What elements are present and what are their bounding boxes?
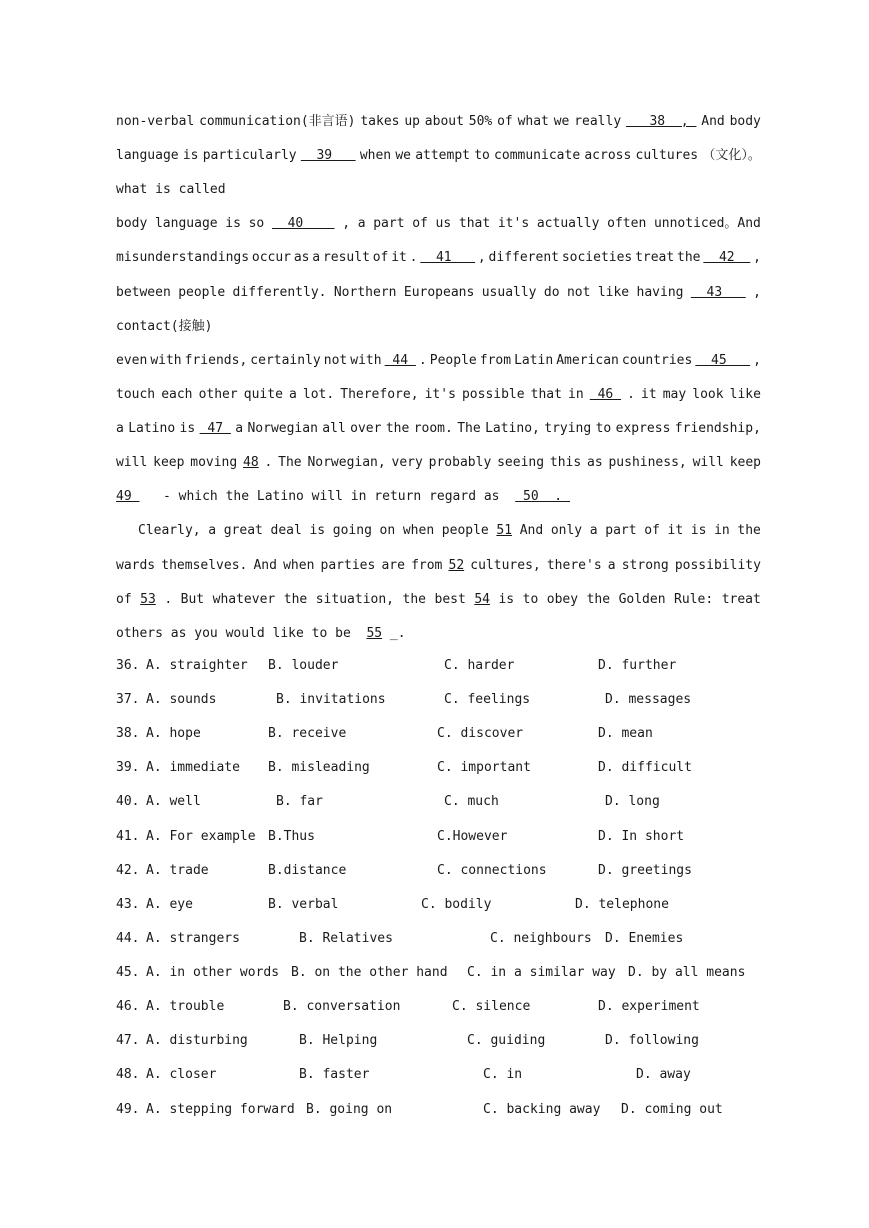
word: the xyxy=(586,592,611,607)
blank-51: 51 xyxy=(496,523,513,538)
word: quite xyxy=(243,387,283,402)
word: is xyxy=(690,523,707,538)
question-number: 49. xyxy=(116,1102,140,1117)
word: in xyxy=(568,387,584,402)
option-c: C. neighbours xyxy=(490,931,592,946)
word: Golden xyxy=(618,592,666,607)
word: like xyxy=(729,387,761,402)
word: treat xyxy=(635,250,675,265)
word: countries xyxy=(621,353,693,368)
word: is xyxy=(225,216,241,231)
option-a: A. For example xyxy=(146,829,256,844)
passage-line xyxy=(116,385,761,405)
word: pushiness, xyxy=(608,455,687,470)
word: part xyxy=(605,523,637,538)
word: Norwegian, xyxy=(307,455,386,470)
word: lot. xyxy=(302,387,335,402)
option-a: A. eye xyxy=(146,897,193,912)
word: , xyxy=(753,353,761,368)
passage-line xyxy=(116,248,761,268)
word: American xyxy=(556,353,619,368)
option-b: B. Relatives xyxy=(299,931,393,946)
word: a xyxy=(235,421,244,436)
word: And xyxy=(701,114,725,129)
passage-line xyxy=(116,351,761,371)
word: societies xyxy=(561,250,633,265)
word: Europeans xyxy=(403,285,475,300)
word: friendship, xyxy=(674,421,761,436)
option-b: B. invitations xyxy=(276,692,386,707)
option-b: B.Thus xyxy=(268,829,315,844)
word: when xyxy=(402,523,435,538)
word: the xyxy=(677,250,701,265)
word: And xyxy=(253,558,277,573)
option-b: B. conversation xyxy=(283,999,401,1014)
word: Rule: xyxy=(674,592,714,607)
word: each xyxy=(161,387,193,402)
word: misunderstandings xyxy=(116,250,250,265)
word: strong xyxy=(621,558,669,573)
question-number: 38. xyxy=(116,726,140,741)
sentence-fragment: - which the Latino will in return regard as xyxy=(139,489,516,504)
passage-line xyxy=(116,487,761,507)
word: of xyxy=(644,523,660,538)
word: usually xyxy=(481,285,537,300)
word: as xyxy=(587,455,603,470)
option-d: D. messages xyxy=(605,692,692,707)
word: when xyxy=(283,558,315,573)
word: as xyxy=(293,250,310,265)
word: there's xyxy=(546,558,602,573)
word: are xyxy=(381,558,405,573)
word: And xyxy=(519,523,544,538)
word: touch xyxy=(116,387,156,402)
word: it's xyxy=(497,216,530,231)
word: obey xyxy=(546,592,579,607)
word: often xyxy=(607,216,647,231)
word: （文化）。 xyxy=(702,148,761,163)
word: Clearly, xyxy=(138,523,201,538)
word: may xyxy=(662,387,687,402)
word: to xyxy=(474,148,490,163)
question-number: 47. xyxy=(116,1033,140,1048)
word: about xyxy=(424,114,464,129)
option-c: C. much xyxy=(444,794,499,809)
option-b: B. on the other hand xyxy=(291,965,448,980)
question-number: 39. xyxy=(116,760,140,775)
word: . xyxy=(264,455,273,470)
word: language xyxy=(116,148,179,163)
word: on xyxy=(379,523,396,538)
option-d: D. further xyxy=(598,658,677,673)
word: Latin xyxy=(514,353,554,368)
word: , xyxy=(753,285,761,300)
option-a: A. trouble xyxy=(146,999,225,1014)
option-a: A. closer xyxy=(146,1067,217,1082)
word: of xyxy=(372,250,389,265)
option-d: D. greetings xyxy=(598,863,692,878)
option-d: D. coming out xyxy=(621,1102,723,1117)
option-d: D. telephone xyxy=(575,897,669,912)
option-c: C. harder xyxy=(444,658,515,673)
word: is xyxy=(182,148,199,163)
word: even xyxy=(116,353,148,368)
word: the xyxy=(402,592,426,607)
option-a: A. immediate xyxy=(146,760,240,775)
option-b: B. louder xyxy=(268,658,339,673)
word: Norwegian xyxy=(247,421,318,436)
word: people xyxy=(178,285,226,300)
word: all xyxy=(322,421,346,436)
word: 50% xyxy=(468,114,493,129)
option-d: D. mean xyxy=(598,726,653,741)
word: moving xyxy=(190,455,238,470)
word: Latino, xyxy=(485,421,540,436)
word: cultures xyxy=(635,148,699,163)
word: different xyxy=(488,250,559,265)
option-d: D. In short xyxy=(598,829,685,844)
word: very xyxy=(391,455,423,470)
word: it xyxy=(391,250,407,265)
word: to xyxy=(595,421,612,436)
word: look xyxy=(692,387,724,402)
blank-49: 49 xyxy=(116,489,140,504)
sentence-fragment: _. xyxy=(382,626,406,641)
word: really xyxy=(574,114,622,129)
word: actually xyxy=(536,216,600,231)
blank-44: 44 xyxy=(384,353,416,368)
blank-39: 39 xyxy=(300,148,356,163)
word: is xyxy=(498,592,515,607)
word: particularly xyxy=(202,148,297,163)
word: the xyxy=(385,421,410,436)
word: unnoticed。And xyxy=(653,216,761,231)
word: keep xyxy=(153,455,185,470)
word: room. xyxy=(413,421,453,436)
word: Therefore, xyxy=(340,387,419,402)
option-b: B.distance xyxy=(268,863,347,878)
word: attempt xyxy=(415,148,470,163)
option-b: B. far xyxy=(276,794,323,809)
word: from xyxy=(411,558,443,573)
option-c: C. connections xyxy=(437,863,547,878)
sentence-fragment: others as you would like to be xyxy=(116,626,367,641)
word: us xyxy=(435,216,452,231)
word: do xyxy=(543,285,560,300)
option-d: D. following xyxy=(605,1033,699,1048)
word: possibility xyxy=(674,558,761,573)
word: people xyxy=(441,523,489,538)
question-number: 44. xyxy=(116,931,140,946)
passage-line: contact(接触) xyxy=(116,319,213,334)
option-d: D. by all means xyxy=(628,965,746,980)
blank-42: 42 xyxy=(703,250,751,265)
word: the xyxy=(737,523,761,538)
option-b: B. receive xyxy=(268,726,347,741)
word: wards xyxy=(116,558,156,573)
word: a xyxy=(312,250,321,265)
word: this xyxy=(549,455,582,470)
question-number: 48. xyxy=(116,1067,140,1082)
option-d: D. experiment xyxy=(598,999,700,1014)
question-number: 41. xyxy=(116,829,140,844)
word: possible xyxy=(461,387,525,402)
word: a xyxy=(357,216,366,231)
word: great xyxy=(223,523,263,538)
option-c: C. guiding xyxy=(467,1033,546,1048)
word: will xyxy=(116,455,148,470)
word: Northern xyxy=(333,285,397,300)
word: having xyxy=(636,285,684,300)
word: takes xyxy=(360,114,400,129)
word: so xyxy=(248,216,265,231)
word: will xyxy=(692,455,724,470)
word: not xyxy=(566,285,591,300)
word: between xyxy=(116,285,171,300)
word: with xyxy=(350,353,382,368)
blank-45: 45 xyxy=(695,353,751,368)
passage-line xyxy=(116,112,761,132)
option-d: D. Enemies xyxy=(605,931,684,946)
passage-line xyxy=(116,590,761,610)
word: to xyxy=(522,592,539,607)
word: body xyxy=(116,216,148,231)
option-b: B. misleading xyxy=(268,760,370,775)
word: we xyxy=(395,148,411,163)
blank-53: 53 xyxy=(140,592,156,607)
option-c: C. discover xyxy=(437,726,524,741)
word: . xyxy=(409,250,418,265)
blank-50: 50 . xyxy=(515,489,570,504)
word: parties xyxy=(320,558,376,573)
option-a: A. sounds xyxy=(146,692,217,707)
word: occur xyxy=(251,250,292,265)
word: result xyxy=(322,250,370,265)
question-number: 45. xyxy=(116,965,140,980)
word: Latino xyxy=(128,421,176,436)
word: trying xyxy=(544,421,592,436)
passage-line xyxy=(116,214,761,234)
word: from xyxy=(479,353,512,368)
word: express xyxy=(615,421,671,436)
word: like xyxy=(597,285,630,300)
option-a: A. well xyxy=(146,794,201,809)
word: going xyxy=(332,523,372,538)
word: keep xyxy=(729,455,761,470)
passage-line xyxy=(116,624,761,644)
word: . xyxy=(418,353,427,368)
blank-54: 54 xyxy=(474,592,490,607)
option-c: C.However xyxy=(437,829,508,844)
word: themselves. xyxy=(161,558,248,573)
word: The xyxy=(278,455,302,470)
word: differently. xyxy=(232,285,327,300)
passage-line xyxy=(116,453,761,473)
option-c: C. backing away xyxy=(483,1102,601,1117)
word: of xyxy=(497,114,513,129)
word: whatever xyxy=(212,592,276,607)
passage-line: what is called xyxy=(116,182,226,197)
word: is xyxy=(179,421,196,436)
option-c: C. in a similar way xyxy=(467,965,616,980)
word: situation, xyxy=(315,592,395,607)
blank-48: 48 xyxy=(243,455,259,470)
option-b: B. verbal xyxy=(268,897,339,912)
option-c: C. important xyxy=(437,760,531,775)
word: up xyxy=(404,114,420,129)
word: of xyxy=(116,592,132,607)
word: a xyxy=(288,387,297,402)
blank-46: 46 xyxy=(589,387,622,402)
word: non-verbal xyxy=(116,114,195,129)
word: it xyxy=(667,523,684,538)
word: part xyxy=(373,216,405,231)
question-number: 46. xyxy=(116,999,140,1014)
question-number: 43. xyxy=(116,897,140,912)
option-b: B. going on xyxy=(306,1102,393,1117)
blank-40: 40 xyxy=(271,216,335,231)
passage-line xyxy=(116,419,761,439)
passage-line xyxy=(116,283,761,303)
word: a xyxy=(607,558,616,573)
word: , xyxy=(753,250,761,265)
word: over xyxy=(350,421,382,436)
option-a: A. trade xyxy=(146,863,209,878)
question-number: 40. xyxy=(116,794,140,809)
word: certainly xyxy=(250,353,321,368)
option-c: C. silence xyxy=(452,999,531,1014)
option-b: B. Helping xyxy=(299,1033,378,1048)
word: People xyxy=(429,353,477,368)
option-b: B. faster xyxy=(299,1067,370,1082)
blank-55: 55 xyxy=(366,626,383,641)
word: , xyxy=(342,216,351,231)
word: in xyxy=(714,523,730,538)
option-d: D. long xyxy=(605,794,660,809)
word: body xyxy=(729,114,761,129)
word: when xyxy=(359,148,392,163)
word: other xyxy=(198,387,238,402)
word: only xyxy=(550,523,583,538)
word: not xyxy=(323,353,348,368)
word: a xyxy=(116,421,124,436)
passage-line xyxy=(116,146,761,166)
word: The xyxy=(457,421,481,436)
word: deal xyxy=(270,523,302,538)
word: friends, xyxy=(184,353,248,368)
word: language xyxy=(154,216,218,231)
word: it xyxy=(641,387,657,402)
question-number: 36. xyxy=(116,658,140,673)
option-c: C. feelings xyxy=(444,692,531,707)
word: communication(非言语) xyxy=(199,114,356,129)
blank-38: 38 , xyxy=(625,114,697,129)
word: that xyxy=(530,387,562,402)
option-a: A. in other words xyxy=(146,965,280,980)
option-c: C. in xyxy=(483,1067,523,1082)
option-d: D. away xyxy=(636,1067,691,1082)
blank-43: 43 xyxy=(690,285,746,300)
option-a: A. hope xyxy=(146,726,201,741)
word: it's xyxy=(424,387,456,402)
word: a xyxy=(208,523,217,538)
word: best xyxy=(434,592,466,607)
word: But xyxy=(180,592,205,607)
word: of xyxy=(412,216,428,231)
passage-line xyxy=(116,556,761,576)
word: what xyxy=(517,114,549,129)
word: that xyxy=(458,216,491,231)
passage-line xyxy=(138,521,761,541)
blank-47: 47 xyxy=(199,421,231,436)
word: cultures, xyxy=(470,558,541,573)
question-number: 37. xyxy=(116,692,140,707)
blank-41: 41 xyxy=(420,250,476,265)
word: probably xyxy=(428,455,492,470)
word: treat xyxy=(721,592,761,607)
blank-52: 52 xyxy=(448,558,465,573)
word: with xyxy=(150,353,182,368)
option-a: A. straighter xyxy=(146,658,248,673)
word: across xyxy=(584,148,632,163)
option-c: C. bodily xyxy=(421,897,492,912)
question-number: 42. xyxy=(116,863,140,878)
option-a: A. disturbing xyxy=(146,1033,248,1048)
word: is xyxy=(309,523,326,538)
option-a: A. strangers xyxy=(146,931,240,946)
word: a xyxy=(589,523,598,538)
word: seeing xyxy=(497,455,545,470)
word: communicate xyxy=(494,148,581,163)
word: , xyxy=(477,250,486,265)
word: the xyxy=(283,592,308,607)
option-d: D. difficult xyxy=(598,760,692,775)
option-a: A. stepping forward xyxy=(146,1102,295,1117)
word: we xyxy=(553,114,570,129)
word: . xyxy=(627,387,635,402)
word: . xyxy=(164,592,173,607)
